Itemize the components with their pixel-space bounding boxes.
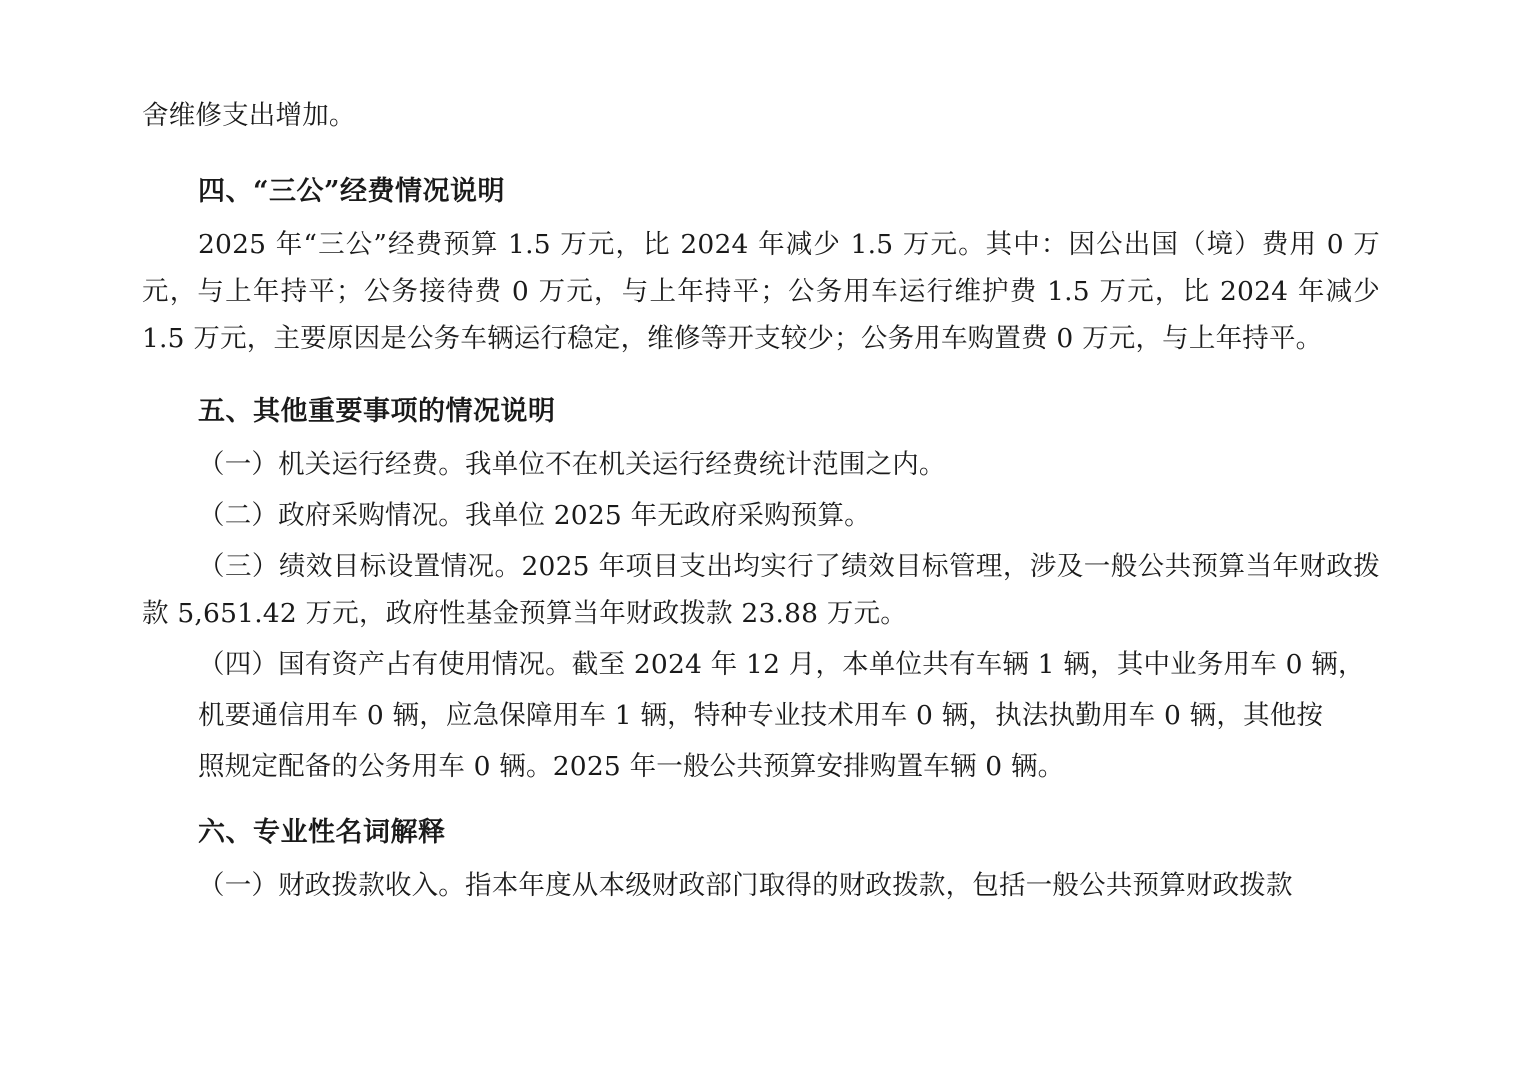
section-4-paragraph-1: 2025 年“三公”经费预算 1.5 万元，比 2024 年减少 1.5 万元。其中：因公出国（境）费用 0 万元，与上年持平；公务接待费 0 万元，与上年持平；公务用车运行维护费 1.5 万元，比 2024 年减少 1.5 万元，主要原因是公务车辆运行稳定，维修等开支较少；公务用车购置费 0 万元，与上年持平。 (142, 229, 1380, 354)
spacer (142, 147, 1380, 156)
section-5-paragraph-4-line-2: 机要通信用车 0 辆，应急保障用车 1 辆，特种专业技术用车 0 辆，执法执勤用车 0 辆，其他按 (198, 700, 1324, 731)
section-5-paragraph-4-line-1: （四）国有资产占有使用情况。截至 2024 年 12 月，本单位共有车辆 1 辆，其中业务用车 0 辆， (198, 649, 1365, 680)
section-heading-4: 四、“三公”经费情况说明 (198, 176, 506, 207)
section-5-paragraph-4-line-3: 照规定配备的公务用车 0 辆。2025 年一般公共预算安排购置车辆 0 辆。 (198, 751, 1065, 782)
spacer (142, 794, 1380, 797)
spacer (142, 367, 1380, 376)
section-heading-5: 五、其他重要事项的情况说明 (198, 396, 556, 427)
section-5-paragraph-3: （三）绩效目标设置情况。2025 年项目支出均实行了绩效目标管理，涉及一般公共预算当年财政拨款 5,651.42 万元，政府性基金预算当年财政拨款 23.88 万元。 (142, 551, 1380, 629)
section-6-paragraph-1: （一）财政拨款收入。指本年度从本级财政部门取得的财政拨款，包括一般公共预算财政拨款 (198, 870, 1293, 901)
continued-paragraph: 舍维修支出增加。 (142, 100, 356, 131)
section-5-paragraph-2: （二）政府采购情况。我单位 2025 年无政府采购预算。 (198, 500, 871, 531)
document-body (142, 92, 1380, 909)
section-heading-6: 六、专业性名词解释 (198, 817, 446, 848)
section-5-paragraph-1: （一）机关运行经费。我单位不在机关运行经费统计范围之内。 (198, 449, 946, 480)
